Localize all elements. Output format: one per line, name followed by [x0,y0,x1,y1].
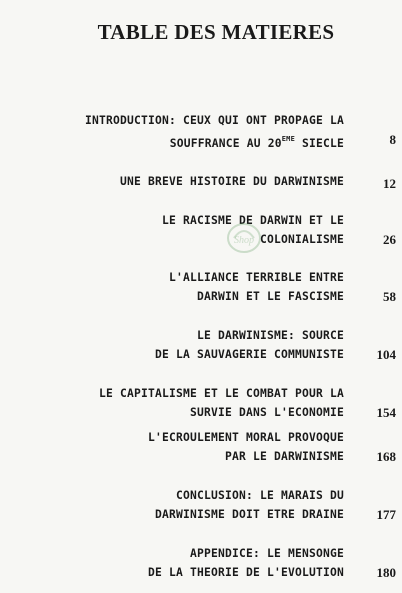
toc-entry-line: PAR LE DARWINISME [224,450,344,463]
toc-page-number: 168 [376,449,396,464]
toc-entry-line: CONCLUSION: LE MARAIS DU [175,489,344,502]
toc-entry-line: COLONIALISME [259,233,344,246]
toc-line-text: SIECLE [294,137,344,150]
toc-entry-line: DARWIN ET LE FASCISME [196,290,344,303]
toc-entry-line: LE CAPITALISME ET LE COMBAT POUR LA [98,387,344,400]
toc-superscript: EME [281,135,295,143]
toc-page-number: 154 [376,405,396,420]
toc-entry-line: INTRODUCTION: CEUX QUI ONT PROPAGE LA [84,114,344,127]
shop-watermark [220,218,268,278]
toc-entry-line: APPENDICE: LE MENSONGE [189,547,344,560]
toc-entry-line: L'ECROULEMENT MORAL PROVOQUE [147,431,344,444]
page-title: TABLE DES MATIERES [97,20,335,44]
toc-entry-line: DE LA SAUVAGERIE COMMUNISTE [154,348,344,361]
toc-entry-line: L'ALLIANCE TERRIBLE ENTRE [168,271,344,284]
toc-entry-line: DARWINISME DOIT ETRE DRAINE [154,508,344,521]
toc-page-number: 58 [383,289,396,304]
toc-entry-line: LE DARWINISME: SOURCE [196,329,344,342]
toc-page-number: 12 [383,176,396,191]
watermark-text: Shop [234,235,254,246]
toc-line-text: SOUFFRANCE AU 20 [169,137,282,150]
toc-entry-line [85,130,344,153]
toc-page-number: 8 [389,132,396,147]
toc-entry-line: LE RACISME DE DARWIN ET LE [161,214,344,227]
toc-page-number: 180 [376,565,396,580]
toc-entry-line: UNE BREVE HISTOIRE DU DARWINISME [119,175,344,188]
toc-entry-line: DE LA THEORIE DE L'EVOLUTION [147,566,344,579]
toc-entry-line: SURVIE DANS L'ECONOMIE [189,406,344,419]
toc-page-number: 177 [376,507,396,522]
toc-page-number: 104 [376,347,396,362]
toc-page-number: 26 [383,232,396,247]
